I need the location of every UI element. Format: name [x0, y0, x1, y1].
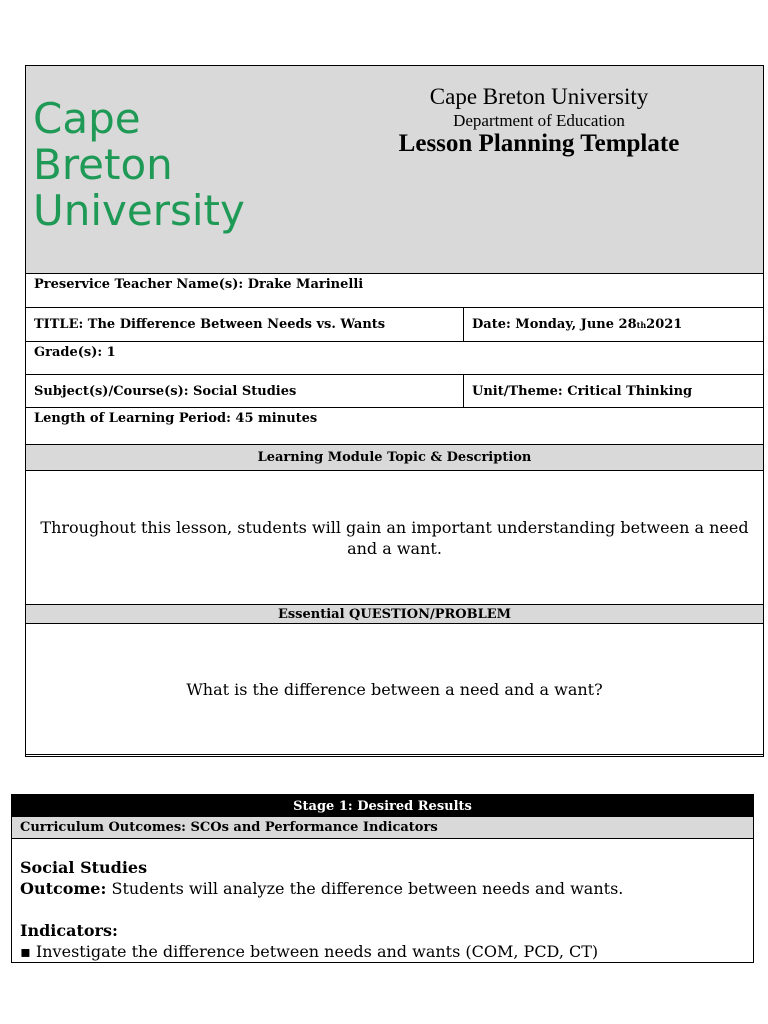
module-heading: Learning Module Topic & Description [26, 445, 763, 471]
date-superscript: th [636, 319, 647, 330]
title-date-row [26, 308, 763, 342]
grade-field: Grade(s): 1 [34, 345, 116, 360]
stage1-table [11, 794, 754, 963]
teacher-field: Preservice Teacher Name(s): Drake Marinelli [34, 277, 364, 292]
header-block [26, 66, 763, 274]
cbu-logo [33, 96, 245, 234]
essential-question: What is the difference between a need and a want? [186, 679, 603, 699]
stage1-content [12, 839, 753, 962]
logo-line-3: University [33, 186, 245, 235]
indicator-item: ▪ Investigate the difference between needs and wants (COM, PCD, CT) [20, 942, 599, 961]
lesson-title-field: TITLE: The Difference Between Needs vs. Wants [26, 308, 464, 341]
logo-line-2: Breton [33, 140, 173, 189]
subject-field: Subject(s)/Course(s): Social Studies [26, 375, 464, 407]
date-year: 2021 [646, 317, 683, 332]
question-heading: Essential QUESTION/PROBLEM [26, 605, 763, 624]
outcome-line [20, 878, 753, 899]
stage1-heading: Stage 1: Desired Results [12, 795, 753, 817]
outcome-text: Students will analyze the difference between needs and wants. [106, 879, 624, 898]
outcome-label: Outcome: [20, 879, 107, 898]
subject-unit-row [26, 375, 763, 408]
unit-field: Unit/Theme: Critical Thinking [472, 383, 693, 399]
date-field [464, 308, 763, 341]
module-description: Throughout this lesson, students will gain an important understanding between a need and a want. [26, 471, 763, 605]
length-row [26, 408, 763, 445]
teacher-row [26, 274, 763, 308]
length-field: Length of Learning Period: 45 minutes [34, 411, 318, 426]
date-text: Date: Monday, June 28 [472, 317, 637, 332]
curriculum-outcomes-heading: Curriculum Outcomes: SCOs and Performance Indicators [12, 817, 753, 839]
department-name: Department of Education [453, 111, 625, 130]
lesson-plan-table [25, 65, 764, 757]
template-title: Lesson Planning Template [398, 130, 680, 157]
subject-label: Social Studies [20, 858, 148, 877]
grade-row [26, 342, 763, 375]
logo-line-1: Cape [33, 94, 141, 143]
indicators-label: Indicators: [20, 921, 118, 940]
university-name: Cape Breton University [429, 84, 649, 109]
table-bottom-rule [26, 754, 763, 757]
